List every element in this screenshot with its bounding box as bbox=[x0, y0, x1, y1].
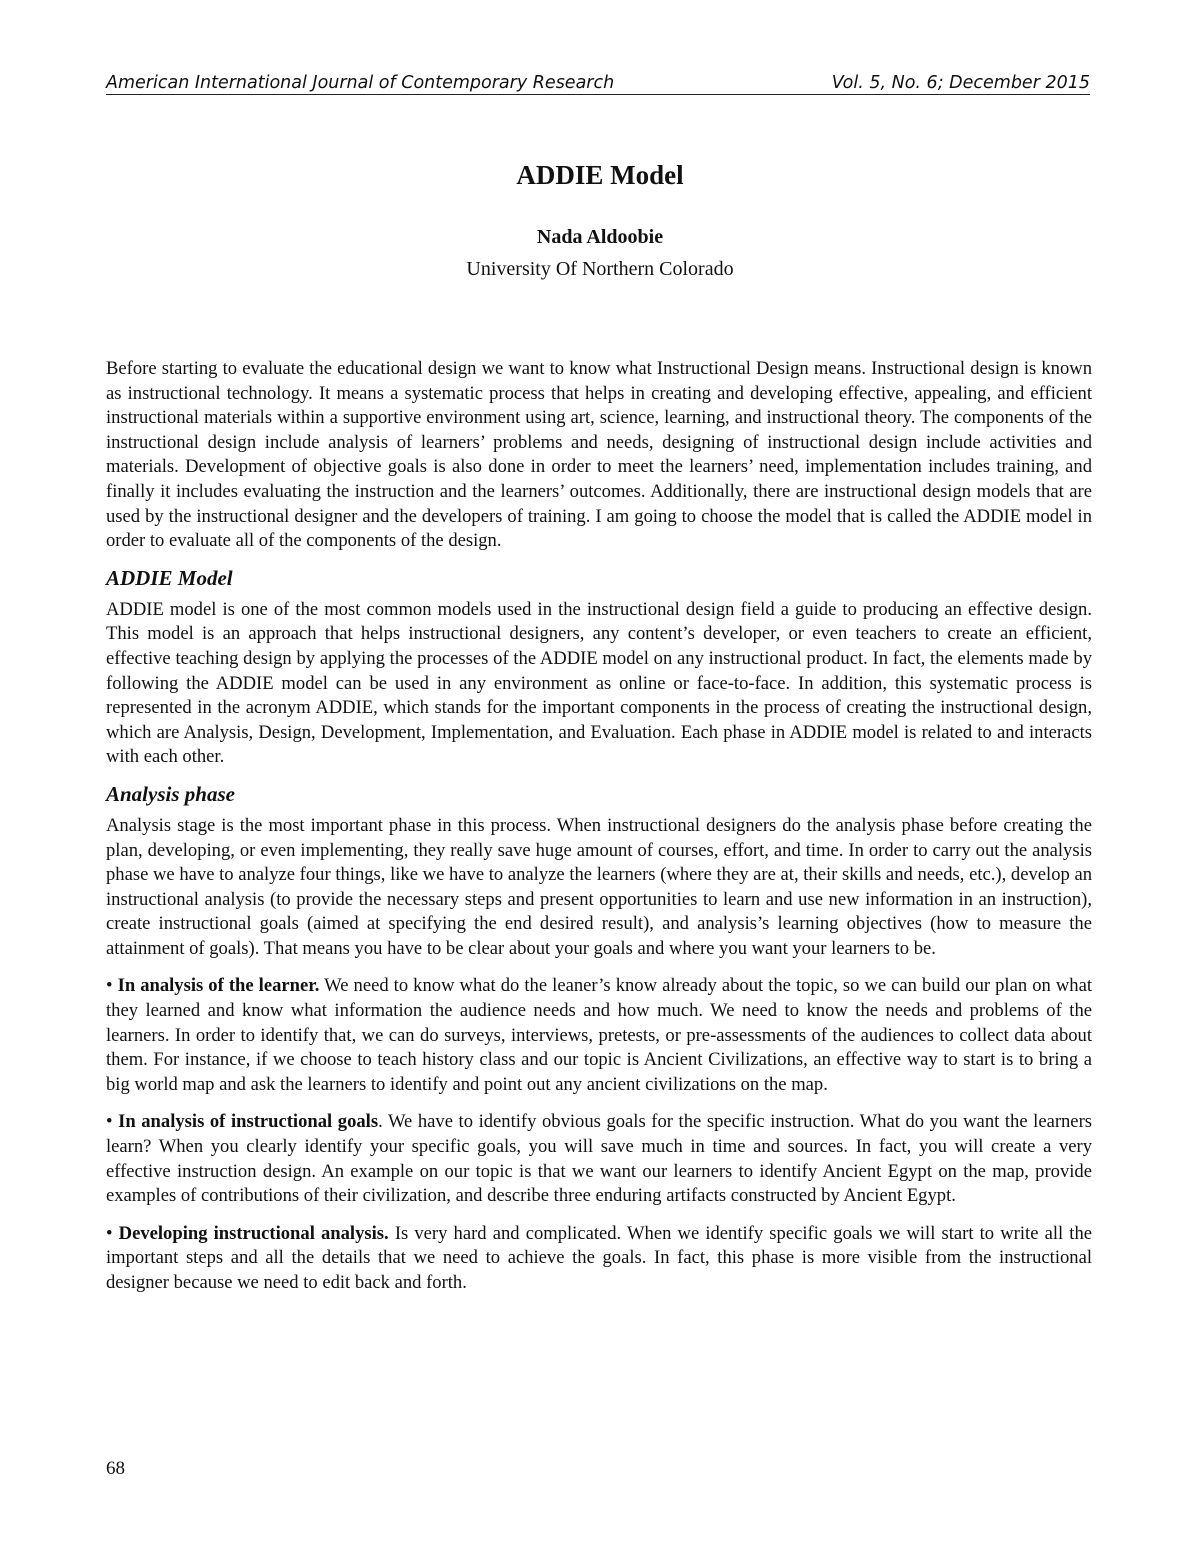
bullet-marker: • bbox=[106, 1111, 113, 1133]
bullet-paragraph-goals bbox=[106, 1110, 1092, 1208]
page-number: 68 bbox=[106, 1458, 125, 1479]
bullet-text-goals: . We have to identify obvious goals for the specific instruction. What do you want the learners learn? When you clearly identify your specific goals, you will save much in time and sources. In fact, you will create a very effective instruction design. An example on our topic is that we want our learners to identify Ancient Egypt on the map, provide examples of contributions of their civilization, and describe three enduring artifacts constructed by Ancient Egypt. bbox=[106, 1111, 1092, 1207]
analysis-paragraph: Analysis stage is the most important phase in this process. When instructional designers do the analysis phase before creating the plan, developing, or even implementing, they really save huge amount of courses, effort, and time. In order to carry out the analysis phase we have to analyze four things, like we have to analyze the learners (where they are at, their skills and needs, etc.), develop an instructional analysis (to provide the necessary steps and present opportunities to learn and use new information in an instruction), create instructional goals (aimed at specifying the end desired result), and analysis’s learning objectives (how to measure the attainment of goals). That means you have to be clear about your goals and where you want your learners to be. bbox=[106, 814, 1092, 959]
bullet-paragraph-instructional-analysis bbox=[106, 1222, 1092, 1296]
bullet-paragraph-learner bbox=[106, 974, 1092, 1097]
author-name: Nada Aldoobie bbox=[536, 226, 664, 248]
bullet-lead-instructional-analysis: Developing instructional analysis. bbox=[118, 1222, 389, 1244]
journal-name: American International Journal of Contemporary Research bbox=[106, 73, 615, 93]
bullet-text-learner: We need to know what do the leaner’s know already about the topic, so we can build our plan on what they learned and know what information the audience needs and how much. We need to know the needs and problems of the learners. In order to identify that, we can do surveys, interviews, pretests, or pre-assessments of the audiences to collect data about them. For instance, if we choose to teach history class and our topic is Ancient Civilizations, an effective way to start is to bring a big world map and ask the learners to identify and point out any ancient civilizations on the map. bbox=[106, 975, 1092, 1095]
article-title: ADDIE Model bbox=[516, 160, 684, 190]
intro-paragraph: Before starting to evaluate the educational design we want to know what Instructional Design means. Instructional design is known as instructional technology. It means a systematic process that helps in creating and developing effective, appealing, and efficient instructional materials within a supportive environment using art, science, learning, and instructional theory. The components of the instructional design include analysis of learners’ problems and needs, designing of instructional design include activities and materials. Development of objective goals is also done in order to meet the learners’ need, implementation includes training, and finally it includes evaluating the instruction and the learners’ outcomes. Additionally, there are instructional design models that are used by the instructional designer and the developers of training. I am going to choose the model that is called the ADDIE model in order to evaluate all of the components of the design. bbox=[106, 358, 1092, 552]
author-affiliation: University Of Northern Colorado bbox=[466, 258, 734, 280]
bullet-lead-goals: In analysis of instructional goals bbox=[118, 1111, 379, 1133]
bullet-marker: • bbox=[106, 975, 113, 997]
running-header bbox=[106, 72, 1090, 95]
bullet-marker: • bbox=[106, 1222, 113, 1244]
article-body bbox=[106, 357, 1092, 1296]
issue-info: Vol. 5, No. 6; December 2015 bbox=[831, 73, 1090, 93]
section-heading-addie: ADDIE Model bbox=[106, 565, 233, 590]
section-heading-analysis: Analysis phase bbox=[106, 781, 235, 806]
bullet-text-instructional-analysis: Is very hard and complicated. When we identify specific goals we will start to write all the important steps and all the details that we need to achieve the goals. In fact, this phase is more visible from the instructional designer because we need to edit back and forth. bbox=[106, 1222, 1093, 1293]
addie-paragraph: ADDIE model is one of the most common models used in the instructional design field a guide to producing an effective design. This model is an approach that helps instructional designers, any content’s developer, or even teachers to create an efficient, effective teaching design by applying the processes of the ADDIE model on any instructional product. In fact, the elements made by following the ADDIE model can be used in any environment as online or face-to-face. In addition, this systematic process is represented in the acronym ADDIE, which stands for the important components in the process of creating the instructional design, which are Analysis, Design, Development, Implementation, and Evaluation. Each phase in ADDIE model is related to and interacts with each other. bbox=[106, 598, 1092, 768]
bullet-lead-learner: In analysis of the learner. bbox=[117, 975, 320, 997]
